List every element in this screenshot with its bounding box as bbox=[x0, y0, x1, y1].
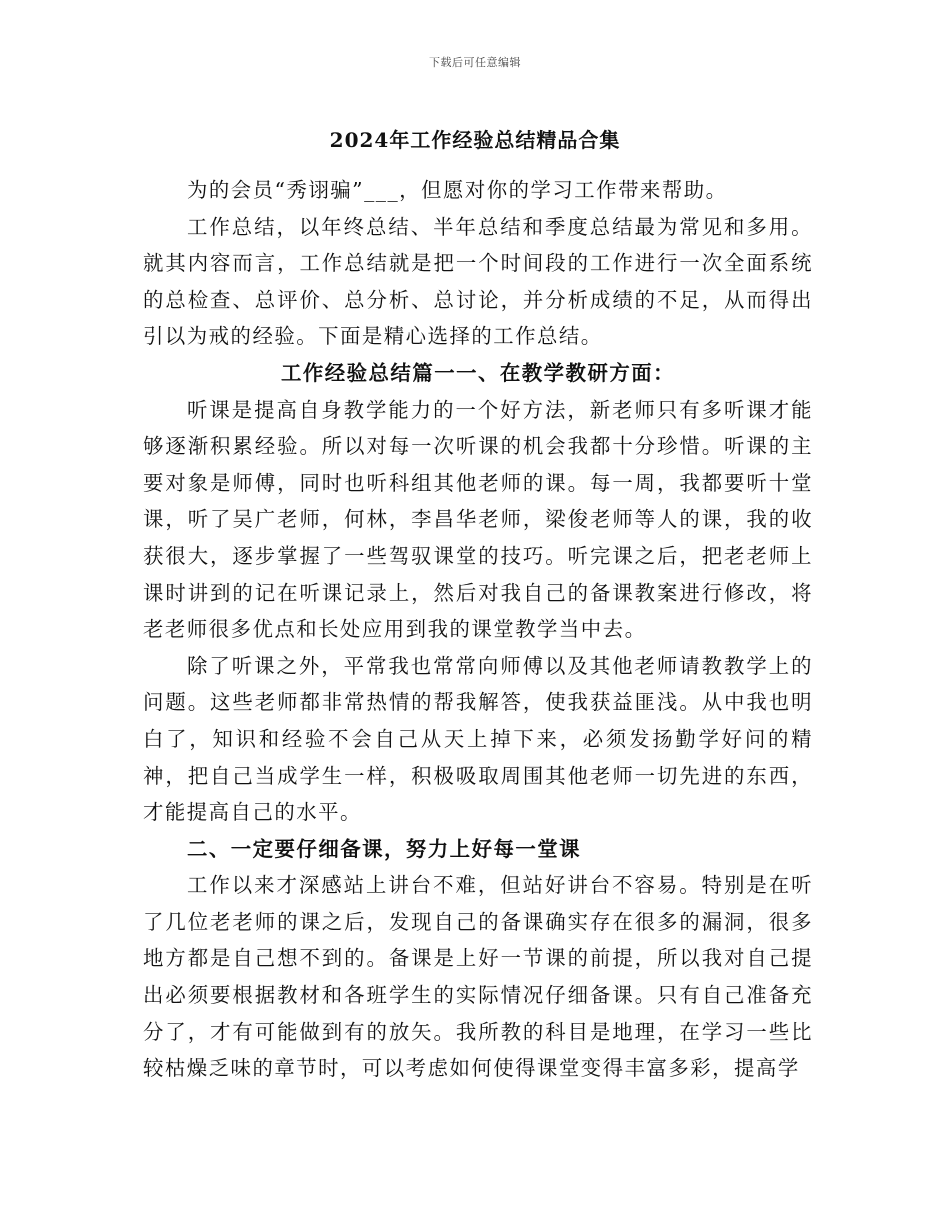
download-note: 下载后可任意编辑 bbox=[429, 56, 521, 69]
document-title: 2024年工作经验总结精品合集 bbox=[329, 128, 621, 152]
intro-paragraph: 为的会员“秀诩骗”___，但愿对你的学习工作带来帮助。 bbox=[187, 178, 728, 202]
summary-definition-paragraph: 工作总结，以年终总结、半年总结和季度总结最为常见和多用。就其内容而言，工作总结就是把一个时间段的工作进行一次全面系统的总检查、总评价、总分析、总讨论，并分析成绩的不足，从而得出引以为戒的经验。下面是精心选择的工作总结。 bbox=[143, 214, 813, 349]
document-body bbox=[143, 172, 813, 1087]
lesson-observation-paragraph: 听课是提高自身教学能力的一个好方法，新老师只有多听课才能够逐渐积累经验。所以对每一次听课的机会我都十分珍惜。听课的主要对象是师傅，同时也听科组其他老师的课。每一周，我都要听十堂课，听了吴广老师，何林，李昌华老师，梁俊老师等人的课，我的收获很大，逐步掌握了一些驾驭课堂的技巧。听完课之后，把老老师上课时讲到的记在听课记录上，然后对我自己的备课教案进行修改，将老老师很多优点和长处应用到我的课堂教学当中去。 bbox=[143, 397, 813, 642]
asking-teachers-paragraph: 除了听课之外，平常我也常常向师傅以及其他老师请教教学上的问题。这些老师都非常热情的帮我解答，使我获益匪浅。从中我也明白了，知识和经验不会自己从天上掉下来，必须发扬勤学好问的精神，把自己当成学生一样，积极吸取周围其他老师一切先进的东西，才能提高自己的水平。 bbox=[143, 653, 813, 825]
lesson-preparation-paragraph: 工作以来才深感站上讲台不难，但站好讲台不容易。特别是在听了几位老老师的课之后，发现自己的备课确实存在很多的漏洞，很多地方都是自己想不到的。备课是上好一节课的前提，所以我对自己提出必须要根据教材和各班学生的实际情况仔细备课。只有自己准备充分了，才有可能做到有的放矢。我所教的科目是地理，在学习一些比较枯燥乏味的章节时，可以考虑如何使得课堂变得丰富多彩，提高学 bbox=[143, 873, 813, 1081]
section-heading-two: 二、一定要仔细备课，努力上好每一堂课 bbox=[187, 836, 582, 861]
section-heading-part-one: 工作经验总结篇一一、在教学教研方面： bbox=[280, 360, 676, 385]
